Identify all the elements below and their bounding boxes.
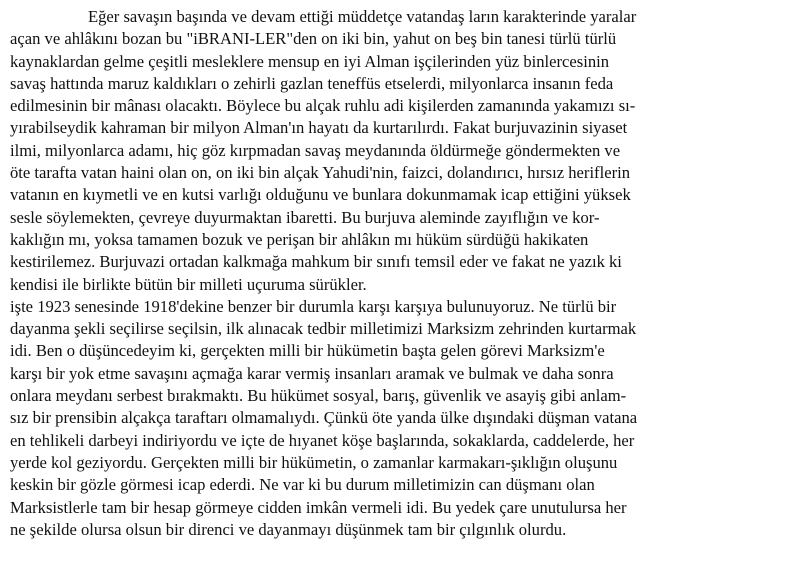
text-line: ne şekilde olursa olsun bir direnci ve dayanmayı düşünmek tam bir çılgınlık olurdu. bbox=[10, 519, 567, 539]
text-line: işte 1923 senesinde 1918'dekine benzer bir durumla karşı karşıya bulunuyoruz. Ne türlü bir bbox=[10, 296, 617, 316]
text-line: ilmi, milyonlarca adamı, hiç göz kırpmadan savaş meydanında öldürmeğe göndermekten ve bbox=[10, 140, 621, 160]
paragraph-1 bbox=[10, 6, 791, 296]
text-line: sız bir prensibin alçakça taraftarı olmamalıydı. Çünkü öte yanda ülke dışındaki düşman vatana bbox=[10, 408, 638, 428]
text-line: kestirilemez. Burjuvazi ortadan kalkmağa mahkum bir sınıfı temsil eder ve fakat ne yazık ki bbox=[10, 252, 622, 272]
text-line: öte tarafta vatan haini olan on, on iki bin alçak Yahudi'nin, faizci, dolandırıcı, hırsız heriflerin bbox=[10, 163, 630, 183]
text-line: açan ve ahlâkını bozan bu "iBRANI-LER"den on iki bin, yahut on beş bin tanesi türlü türlü bbox=[10, 29, 617, 49]
paragraph-2 bbox=[10, 296, 791, 541]
text-line: dayanma şekli seçilirse seçilsin, ilk alınacak tedbir milletimizi Marksizm zehrinden kurtarmak bbox=[10, 319, 637, 339]
text-line: kaklığın mı, yoksa tamamen bozuk ve perişan bir ahlâkın mı hüküm sürdüğü hakikaten bbox=[10, 229, 589, 249]
text-line: Marksistlerle tam bir hesap görmeye cidden imkân vermeli idi. Bu yedek çare unutulursa her bbox=[10, 497, 627, 517]
text-line: idi. Ben o düşüncedeyim ki, gerçekten milli bir hükümetin başta gelen görevi Marksizm'e bbox=[10, 341, 605, 361]
text-line: edilmesinin bir mânası olacaktı. Böylece bu alçak ruhlu adi kişilerden zamanında yakamızı sı- bbox=[10, 96, 636, 116]
text-line: en tehlikeli darbeyi indiriyordu ve içte de hıyanet köşe başlarında, sokaklarda, caddelerde, her bbox=[10, 430, 635, 450]
text-line: kendisi ile birlikte bütün bir milleti uçuruma sürükler. bbox=[10, 274, 367, 294]
text-line: keskin bir gözle görmesi icap ederdi. Ne var ki bu durum milletimizin can düşmanı olan bbox=[10, 475, 595, 495]
text-line: karşı bir yok etme savaşını açmağa karar vermiş insanları aramak ve bulmak ve daha sonra bbox=[10, 363, 614, 383]
text-line: sesle söylemekten, çevreye duyurmaktan ibaretti. Bu burjuva aleminde zayıflığın ve kor- bbox=[10, 207, 600, 227]
text-line: onlara meydanı serbest bırakmaktı. Bu hükümet sosyal, barış, güvenlik ve asayiş gibi anlam- bbox=[10, 386, 627, 406]
text-line: yırabilseydik kahraman bir milyon Alman'ın hayatı da kurtarılırdı. Fakat burjuvazinin siyaset bbox=[10, 118, 628, 138]
text-line: Eğer savaşın başında ve devam ettiği müddetçe vatandaş ların karakterinde yaralar bbox=[88, 7, 637, 26]
text-line: kaynaklardan gelme çeşitli mesleklere mensup en iyi Alman işçilerinden yüz binlercesinin bbox=[10, 51, 610, 71]
text-line: savaş hattında maruz kaldıkları o zehirli gazlan teneffüs etselerdi, milyonlarca insanın feda bbox=[10, 73, 614, 93]
text-line: vatanın en kıymetli ve en kutsi varlığı olduğunu ve bunlara dokunmamak icap ettiğini yüksek bbox=[10, 185, 631, 205]
text-line: yerde kol geziyordu. Gerçekten milli bir hükümetin, o zamanlar karmakarı-şıklığın oluşunu bbox=[10, 452, 618, 472]
